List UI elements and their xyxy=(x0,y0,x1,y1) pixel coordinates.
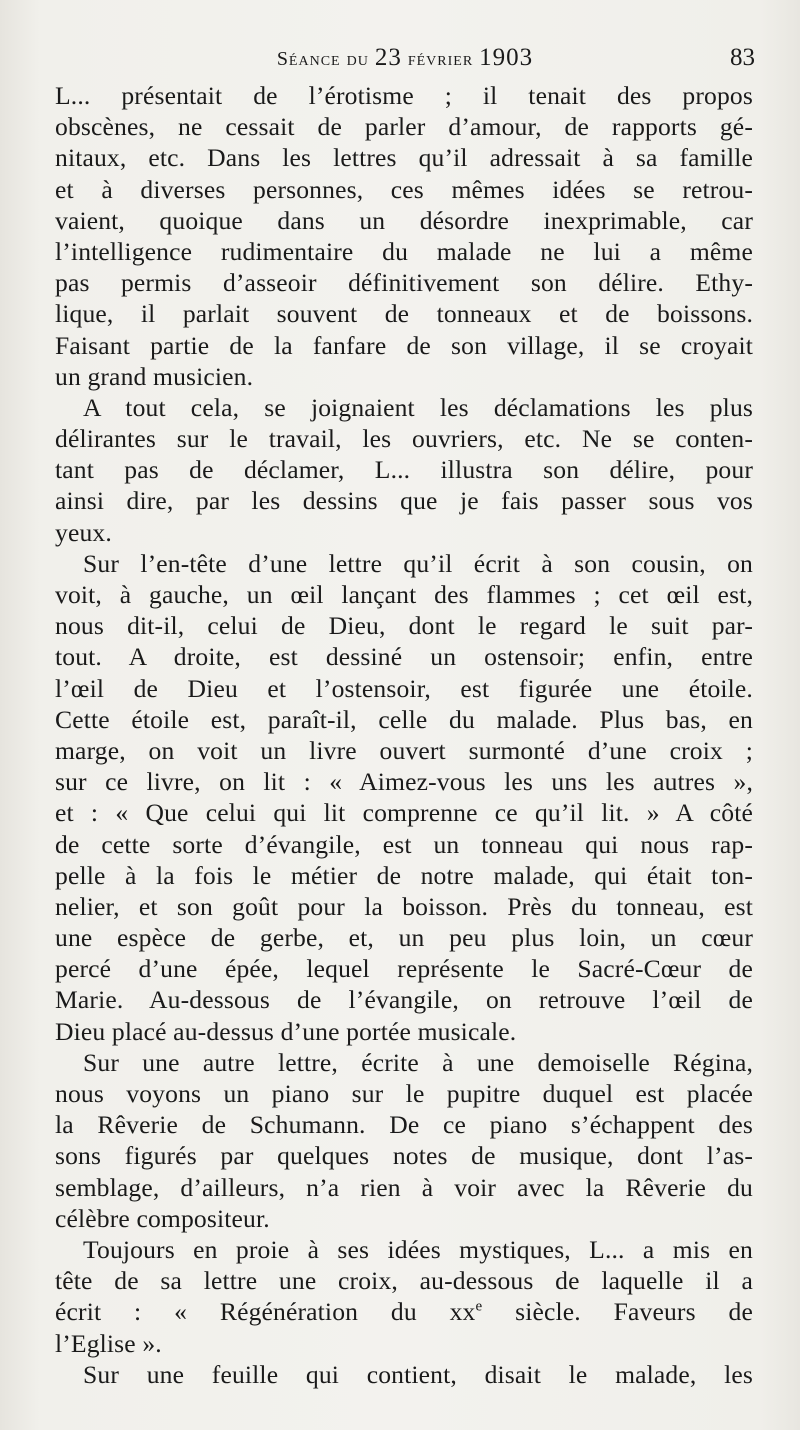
text-line: l’Eglise ». xyxy=(55,1328,162,1358)
text-line: l’œil de Dieu et l’ostensoir, est figurée une étoile. xyxy=(55,673,753,703)
running-head xyxy=(55,44,755,72)
text-line: et : « Que celui qui lit comprenne ce qu’il lit. » A côté xyxy=(55,798,753,828)
text-line: sur ce livre, on lit : « Aimez-vous les uns les autres », xyxy=(55,767,753,797)
text-line: tant pas de déclamer, L... illustra son délire, pour xyxy=(55,455,753,485)
text-line: Sur l’en-tête d’une lettre qu’il écrit à son cousin, on xyxy=(83,548,753,578)
text-line: A tout cela, se joignaient les déclamations les plus xyxy=(83,392,753,422)
text-line: nelier, et son goût pour la boisson. Près du tonneau, est xyxy=(55,891,753,921)
text-line: nous dit-il, celui de Dieu, dont le regard le suit par- xyxy=(55,611,753,641)
text-line: yeux. xyxy=(55,517,112,547)
text-line: la Rêverie de Schumann. De ce piano s’échappent des xyxy=(55,1110,753,1140)
text-line: Dieu placé au-dessus d’une portée musicale. xyxy=(55,1016,517,1046)
text-line: tête de sa lettre une croix, au-dessous de laquelle il a xyxy=(55,1266,753,1296)
text-line-head: écrit : « Régénération du xx xyxy=(55,1297,476,1327)
text-line: pas permis d’asseoir définitivement son délire. Ethy- xyxy=(55,268,753,298)
text-line: lique, il parlait souvent de tonneaux et de boissons. xyxy=(55,299,753,329)
page-number: 83 xyxy=(730,44,755,71)
text-line: obscènes, ne cessait de parler d’amour, de rapports gé- xyxy=(55,112,753,142)
body-text xyxy=(55,80,753,1390)
text-line: percé d’une épée, lequel représente le Sacré-Cœur de xyxy=(55,954,753,984)
text-line: délirantes sur le travail, les ouvriers, etc. Ne se conten- xyxy=(55,424,753,454)
text-line: et à diverses personnes, ces mêmes idées se retrou- xyxy=(55,174,753,204)
text-line: semblage, d’ailleurs, n’a rien à voir avec la Rêverie du xyxy=(55,1172,753,1202)
text-line: célèbre compositeur. xyxy=(55,1203,270,1233)
text-line: une espèce de gerbe, et, un peu plus loin, un cœur xyxy=(55,923,753,953)
text-line: voit, à gauche, un œil lançant des flammes ; cet œil est, xyxy=(55,580,753,609)
text-line: Marie. Au-dessous de l’évangile, on retrouve l’œil de xyxy=(55,985,753,1015)
running-head-month: février xyxy=(401,48,480,70)
running-head-prefix: Séance du xyxy=(276,48,375,70)
text-line-tail: siècle. Faveurs de xyxy=(482,1297,753,1327)
text-line: un grand musicien. xyxy=(55,361,254,391)
text-line: pelle à la fois le métier de notre malade, qui était ton- xyxy=(55,860,753,890)
superscript: e xyxy=(475,1298,483,1315)
text-line: Cette étoile est, paraît-il, celle du malade. Plus bas, en xyxy=(55,704,753,734)
text-line: Sur une feuille qui contient, disait le malade, les xyxy=(83,1359,753,1389)
text-line: marge, on voit un livre ouvert surmonté d’une croix ; xyxy=(55,735,753,765)
text-line: nous voyons un piano sur le pupitre duquel est placée xyxy=(55,1079,753,1108)
page-header xyxy=(55,44,755,78)
text-line: vaient, quoique dans un désordre inexprimable, car xyxy=(55,205,753,235)
text-line: tout. A droite, est dessiné un ostensoir; enfin, entre xyxy=(55,642,753,672)
text-line: nitaux, etc. Dans les lettres qu’il adressait à sa famille xyxy=(55,143,753,173)
text-line: L... présentait de l’érotisme ; il tenait des propos xyxy=(55,81,753,110)
running-head-day: 23 xyxy=(374,44,402,71)
text-line: sons figurés par quelques notes de musique, dont l’as- xyxy=(55,1141,753,1171)
text-line: de cette sorte d’évangile, est un tonneau qui nous rap- xyxy=(55,829,753,859)
text-line-with-superscript xyxy=(55,1296,753,1327)
text-line: Sur une autre lettre, écrite à une demoiselle Régina, xyxy=(83,1047,753,1077)
running-head-year: 1903 xyxy=(479,44,534,71)
text-line: l’intelligence rudimentaire du malade ne lui a même xyxy=(55,236,753,266)
text-line: ainsi dire, par les dessins que je fais passer sous vos xyxy=(55,486,753,516)
text-line: Faisant partie de la fanfare de son village, il se croyait xyxy=(55,330,753,360)
text-line: Toujours en proie à ses idées mystiques, L... a mis en xyxy=(83,1234,753,1264)
